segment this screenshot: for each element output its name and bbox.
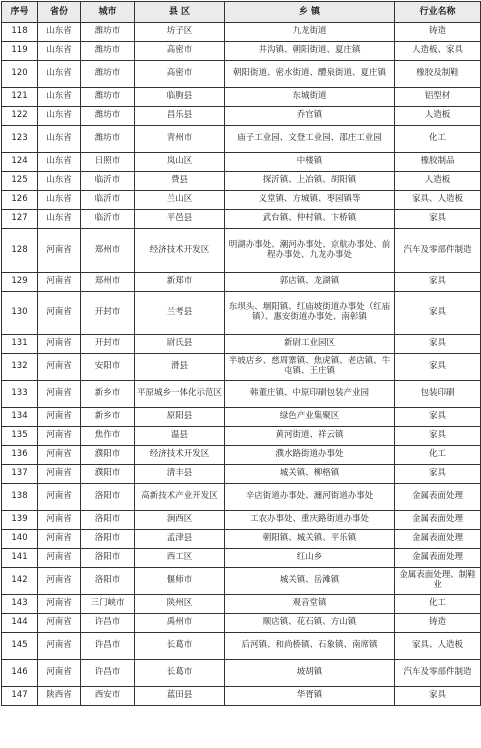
table-row bbox=[2, 446, 481, 465]
serial-no-cell: 140 bbox=[2, 530, 38, 549]
table-row bbox=[2, 511, 481, 530]
county-cell: 温县 bbox=[135, 427, 225, 446]
table-row bbox=[2, 273, 481, 292]
table-row bbox=[2, 61, 481, 88]
industry-cell: 家具 bbox=[395, 687, 481, 706]
table-row bbox=[2, 408, 481, 427]
town-cell: 武台镇、仲村镇、卞桥镇 bbox=[225, 210, 395, 229]
table-row bbox=[2, 153, 481, 172]
industry-cluster-table bbox=[1, 1, 481, 706]
industry-cell: 橡胶及制鞋 bbox=[395, 61, 481, 88]
table-row bbox=[2, 549, 481, 568]
town-cell: 庙子工业园、文登工业园、邵庄工业园 bbox=[225, 126, 395, 153]
industry-cell: 家具、人造板 bbox=[395, 633, 481, 660]
industry-cell: 铝型材 bbox=[395, 88, 481, 107]
province-cell: 河南省 bbox=[38, 549, 81, 568]
town-cell: 东城街道 bbox=[225, 88, 395, 107]
town-cell: 工农办事处、重庆路街道办事处 bbox=[225, 511, 395, 530]
serial-no-cell: 135 bbox=[2, 427, 38, 446]
town-cell: 半坡店乡、慈周寨镇、焦虎镇、老店镇、牛屯镇、王庄镇 bbox=[225, 354, 395, 381]
town-cell: 韩董庄镇、中原印刷包装产业园 bbox=[225, 381, 395, 408]
city-cell: 洛阳市 bbox=[81, 549, 135, 568]
industry-cell: 人造板 bbox=[395, 107, 481, 126]
province-cell: 河南省 bbox=[38, 273, 81, 292]
serial-no-cell: 129 bbox=[2, 273, 38, 292]
industry-cell: 金属表面处理 bbox=[395, 549, 481, 568]
province-cell: 河南省 bbox=[38, 354, 81, 381]
table-row bbox=[2, 427, 481, 446]
table-row bbox=[2, 210, 481, 229]
county-cell: 偃师市 bbox=[135, 568, 225, 595]
serial-no-cell: 122 bbox=[2, 107, 38, 126]
industry-cell: 金属表面处理、制鞋业 bbox=[395, 568, 481, 595]
town-cell: 华胥镇 bbox=[225, 687, 395, 706]
serial-no-cell: 125 bbox=[2, 172, 38, 191]
county-cell: 新郑市 bbox=[135, 273, 225, 292]
header-city: 城市 bbox=[81, 2, 135, 23]
table-row bbox=[2, 229, 481, 273]
industry-cell: 汽车及零部件制造 bbox=[395, 660, 481, 687]
serial-no-cell: 133 bbox=[2, 381, 38, 408]
city-cell: 潍坊市 bbox=[81, 23, 135, 42]
town-cell: 乔官镇 bbox=[225, 107, 395, 126]
city-cell: 洛阳市 bbox=[81, 484, 135, 511]
header-county: 县 区 bbox=[135, 2, 225, 23]
table-row bbox=[2, 595, 481, 614]
serial-no-cell: 141 bbox=[2, 549, 38, 568]
table-row bbox=[2, 88, 481, 107]
serial-no-cell: 132 bbox=[2, 354, 38, 381]
province-cell: 河南省 bbox=[38, 446, 81, 465]
city-cell: 三门峡市 bbox=[81, 595, 135, 614]
town-cell: 绿色产业集聚区 bbox=[225, 408, 395, 427]
town-cell: 东坝头、堌阳镇、红庙坡街道办事处（红庙镇）、惠安街道办事处、南彰镇 bbox=[225, 292, 395, 335]
industry-cell: 金属表面处理 bbox=[395, 511, 481, 530]
county-cell: 清丰县 bbox=[135, 465, 225, 484]
table-row bbox=[2, 614, 481, 633]
city-cell: 潍坊市 bbox=[81, 88, 135, 107]
table-row bbox=[2, 660, 481, 687]
town-cell: 井沟镇、朝阳街道、夏庄镇 bbox=[225, 42, 395, 61]
city-cell: 临沂市 bbox=[81, 210, 135, 229]
town-cell: 朝阳镇、城关镇、平乐镇 bbox=[225, 530, 395, 549]
province-cell: 山东省 bbox=[38, 126, 81, 153]
province-cell: 陕西省 bbox=[38, 687, 81, 706]
county-cell: 高密市 bbox=[135, 61, 225, 88]
table-row bbox=[2, 687, 481, 706]
town-cell: 濮水路街道办事处 bbox=[225, 446, 395, 465]
town-cell: 红山乡 bbox=[225, 549, 395, 568]
province-cell: 河南省 bbox=[38, 427, 81, 446]
province-cell: 河南省 bbox=[38, 465, 81, 484]
serial-no-cell: 143 bbox=[2, 595, 38, 614]
county-cell: 蓝田县 bbox=[135, 687, 225, 706]
city-cell: 潍坊市 bbox=[81, 61, 135, 88]
county-cell: 禹州市 bbox=[135, 614, 225, 633]
industry-cell: 家具 bbox=[395, 465, 481, 484]
province-cell: 山东省 bbox=[38, 172, 81, 191]
table-header-row bbox=[2, 2, 481, 23]
county-cell: 兰山区 bbox=[135, 191, 225, 210]
county-cell: 坊子区 bbox=[135, 23, 225, 42]
industry-cell: 家具 bbox=[395, 408, 481, 427]
city-cell: 安阳市 bbox=[81, 354, 135, 381]
city-cell: 潍坊市 bbox=[81, 107, 135, 126]
county-cell: 高密市 bbox=[135, 42, 225, 61]
table-row bbox=[2, 107, 481, 126]
city-cell: 濮阳市 bbox=[81, 465, 135, 484]
serial-no-cell: 121 bbox=[2, 88, 38, 107]
serial-no-cell: 127 bbox=[2, 210, 38, 229]
serial-no-cell: 131 bbox=[2, 335, 38, 354]
table-row bbox=[2, 172, 481, 191]
town-cell: 黄河街道、祥云镇 bbox=[225, 427, 395, 446]
province-cell: 河南省 bbox=[38, 335, 81, 354]
table-row bbox=[2, 42, 481, 61]
industry-cell: 铸造 bbox=[395, 23, 481, 42]
town-cell: 辛店街道办事处、瀍河街道办事处 bbox=[225, 484, 395, 511]
city-cell: 临沂市 bbox=[81, 172, 135, 191]
industry-cell: 橡胶制品 bbox=[395, 153, 481, 172]
serial-no-cell: 128 bbox=[2, 229, 38, 273]
county-cell: 兰考县 bbox=[135, 292, 225, 335]
table-row bbox=[2, 191, 481, 210]
province-cell: 河南省 bbox=[38, 568, 81, 595]
province-cell: 山东省 bbox=[38, 153, 81, 172]
county-cell: 费县 bbox=[135, 172, 225, 191]
table-row bbox=[2, 568, 481, 595]
province-cell: 山东省 bbox=[38, 88, 81, 107]
table-row bbox=[2, 126, 481, 153]
town-cell: 后河镇、和尚桥镇、石象镇、南席镇 bbox=[225, 633, 395, 660]
serial-no-cell: 146 bbox=[2, 660, 38, 687]
town-cell: 郭店镇、龙湖镇 bbox=[225, 273, 395, 292]
industry-cell: 家具、人造板 bbox=[395, 191, 481, 210]
city-cell: 濮阳市 bbox=[81, 446, 135, 465]
province-cell: 河南省 bbox=[38, 484, 81, 511]
county-cell: 西工区 bbox=[135, 549, 225, 568]
industry-cell: 家具 bbox=[395, 354, 481, 381]
county-cell: 陕州区 bbox=[135, 595, 225, 614]
city-cell: 开封市 bbox=[81, 335, 135, 354]
serial-no-cell: 138 bbox=[2, 484, 38, 511]
table-row bbox=[2, 465, 481, 484]
province-cell: 河南省 bbox=[38, 614, 81, 633]
county-cell: 平邑县 bbox=[135, 210, 225, 229]
province-cell: 河南省 bbox=[38, 408, 81, 427]
town-cell: 中楼镇 bbox=[225, 153, 395, 172]
town-cell: 坡胡镇 bbox=[225, 660, 395, 687]
province-cell: 山东省 bbox=[38, 23, 81, 42]
county-cell: 孟津县 bbox=[135, 530, 225, 549]
industry-cell: 包装印刷 bbox=[395, 381, 481, 408]
province-cell: 河南省 bbox=[38, 530, 81, 549]
province-cell: 山东省 bbox=[38, 61, 81, 88]
province-cell: 山东省 bbox=[38, 107, 81, 126]
county-cell: 尉氏县 bbox=[135, 335, 225, 354]
header-serial-no: 序号 bbox=[2, 2, 38, 23]
table-body bbox=[2, 23, 481, 706]
industry-cell: 汽车及零部件制造 bbox=[395, 229, 481, 273]
province-cell: 河南省 bbox=[38, 292, 81, 335]
county-cell: 原阳县 bbox=[135, 408, 225, 427]
province-cell: 山东省 bbox=[38, 191, 81, 210]
city-cell: 许昌市 bbox=[81, 633, 135, 660]
county-cell: 青州市 bbox=[135, 126, 225, 153]
industry-cell: 家具 bbox=[395, 210, 481, 229]
table-row bbox=[2, 484, 481, 511]
serial-no-cell: 124 bbox=[2, 153, 38, 172]
industry-cell: 金属表面处理 bbox=[395, 484, 481, 511]
serial-no-cell: 139 bbox=[2, 511, 38, 530]
county-cell: 平原城乡一体化示范区 bbox=[135, 381, 225, 408]
city-cell: 潍坊市 bbox=[81, 126, 135, 153]
serial-no-cell: 142 bbox=[2, 568, 38, 595]
industry-cell: 家具 bbox=[395, 427, 481, 446]
province-cell: 河南省 bbox=[38, 229, 81, 273]
province-cell: 河南省 bbox=[38, 381, 81, 408]
header-town: 乡 镇 bbox=[225, 2, 395, 23]
serial-no-cell: 118 bbox=[2, 23, 38, 42]
county-cell: 长葛市 bbox=[135, 633, 225, 660]
county-cell: 滑县 bbox=[135, 354, 225, 381]
industry-cell: 家具 bbox=[395, 335, 481, 354]
city-cell: 洛阳市 bbox=[81, 511, 135, 530]
serial-no-cell: 145 bbox=[2, 633, 38, 660]
province-cell: 山东省 bbox=[38, 42, 81, 61]
serial-no-cell: 147 bbox=[2, 687, 38, 706]
industry-cell: 金属表面处理 bbox=[395, 530, 481, 549]
serial-no-cell: 137 bbox=[2, 465, 38, 484]
table-row bbox=[2, 354, 481, 381]
industry-cell: 化工 bbox=[395, 446, 481, 465]
town-cell: 城关镇、柳格镇 bbox=[225, 465, 395, 484]
county-cell: 长葛市 bbox=[135, 660, 225, 687]
city-cell: 新乡市 bbox=[81, 381, 135, 408]
county-cell: 临朐县 bbox=[135, 88, 225, 107]
city-cell: 洛阳市 bbox=[81, 568, 135, 595]
county-cell: 高新技术产业开发区 bbox=[135, 484, 225, 511]
city-cell: 日照市 bbox=[81, 153, 135, 172]
table-row bbox=[2, 633, 481, 660]
city-cell: 洛阳市 bbox=[81, 530, 135, 549]
town-cell: 城关镇、岳滩镇 bbox=[225, 568, 395, 595]
city-cell: 潍坊市 bbox=[81, 42, 135, 61]
city-cell: 西安市 bbox=[81, 687, 135, 706]
serial-no-cell: 119 bbox=[2, 42, 38, 61]
province-cell: 河南省 bbox=[38, 660, 81, 687]
table-row bbox=[2, 381, 481, 408]
industry-cell: 化工 bbox=[395, 595, 481, 614]
province-cell: 山东省 bbox=[38, 210, 81, 229]
county-cell: 涧西区 bbox=[135, 511, 225, 530]
town-cell: 观音堂镇 bbox=[225, 595, 395, 614]
city-cell: 许昌市 bbox=[81, 660, 135, 687]
serial-no-cell: 144 bbox=[2, 614, 38, 633]
table-row bbox=[2, 335, 481, 354]
serial-no-cell: 120 bbox=[2, 61, 38, 88]
town-cell: 义堂镇、方城镇、枣园镇等 bbox=[225, 191, 395, 210]
industry-cell: 人造板 bbox=[395, 172, 481, 191]
town-cell: 明湖办事处、潮河办事处、京航办事处、前程办事处、九龙办事处 bbox=[225, 229, 395, 273]
province-cell: 河南省 bbox=[38, 511, 81, 530]
county-cell: 经济技术开发区 bbox=[135, 229, 225, 273]
serial-no-cell: 123 bbox=[2, 126, 38, 153]
serial-no-cell: 130 bbox=[2, 292, 38, 335]
table-row bbox=[2, 292, 481, 335]
city-cell: 新乡市 bbox=[81, 408, 135, 427]
county-cell: 岚山区 bbox=[135, 153, 225, 172]
industry-cell: 人造板、家具 bbox=[395, 42, 481, 61]
province-cell: 河南省 bbox=[38, 595, 81, 614]
town-cell: 探沂镇、上冶镇、胡阳镇 bbox=[225, 172, 395, 191]
city-cell: 许昌市 bbox=[81, 614, 135, 633]
table-row bbox=[2, 530, 481, 549]
city-cell: 焦作市 bbox=[81, 427, 135, 446]
town-cell: 新尉工业园区 bbox=[225, 335, 395, 354]
town-cell: 顺店镇、花石镇、方山镇 bbox=[225, 614, 395, 633]
industry-cell: 铸造 bbox=[395, 614, 481, 633]
city-cell: 临沂市 bbox=[81, 191, 135, 210]
industry-cell: 家具 bbox=[395, 292, 481, 335]
header-industry: 行业名称 bbox=[395, 2, 481, 23]
table-row bbox=[2, 23, 481, 42]
town-cell: 九龙街道 bbox=[225, 23, 395, 42]
county-cell: 经济技术开发区 bbox=[135, 446, 225, 465]
industry-cell: 家具 bbox=[395, 273, 481, 292]
serial-no-cell: 136 bbox=[2, 446, 38, 465]
header-province: 省份 bbox=[38, 2, 81, 23]
industry-cell: 化工 bbox=[395, 126, 481, 153]
serial-no-cell: 134 bbox=[2, 408, 38, 427]
province-cell: 河南省 bbox=[38, 633, 81, 660]
town-cell: 朝阳街道、密水街道、醴泉街道、夏庄镇 bbox=[225, 61, 395, 88]
city-cell: 开封市 bbox=[81, 292, 135, 335]
county-cell: 昌乐县 bbox=[135, 107, 225, 126]
serial-no-cell: 126 bbox=[2, 191, 38, 210]
city-cell: 郑州市 bbox=[81, 229, 135, 273]
city-cell: 郑州市 bbox=[81, 273, 135, 292]
